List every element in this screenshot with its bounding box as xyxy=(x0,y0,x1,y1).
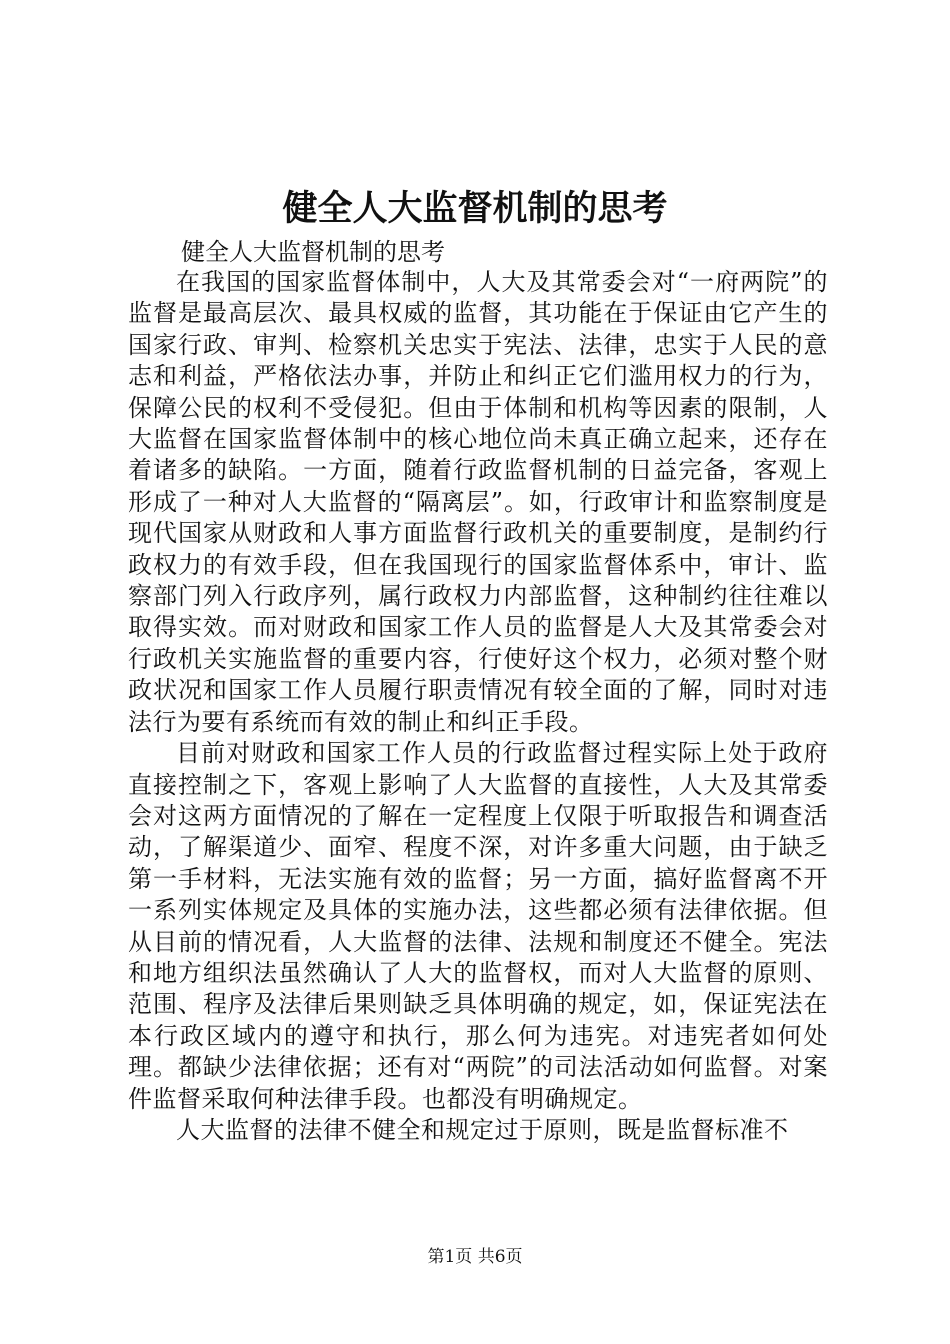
document-subtitle: 健全人大监督机制的思考 xyxy=(181,238,445,266)
document-title: 健全人大监督机制的思考 xyxy=(282,188,668,229)
page-number-footer: 第1页 共6页 xyxy=(427,1247,523,1267)
body-paragraph-3: 人大监督的法律不健全和规定过于原则，既是监督标准不 xyxy=(176,1115,789,1144)
body-paragraph-1: 在我国的国家监督体制中，人大及其常委会对“一府两院”的监督是最高层次、最具权威的监督，其功能在于保证由它产生的国家行政、审判、检察机关忠实于宪法、法律，忠实于人民的意志和利益，严格依法办事，并防止和纠正它们滥用权力的行为，保障公民的权利不受侵犯。但由于体制和机构等因素的限制，人大监督在国家监督体制中的核心地位尚未真正确立起来，还存在着诸多的缺陷。一方面，随着行政监督机制的日益完备，客观上形成了一种对人大监督的“隔离层”。如，行政审计和监察制度是现代国家从财政和人事方面监督行政机关的重要制度，是制约行政权力的有效手段，但在我国现行的国家监督体系中，审计、监察部门列入行政序列，属行政权力内部监督，这种制约往往难以取得实效。而对财政和国家工作人员的监督是人大及其常委会对行政机关实施监督的重要内容，行使好这个权力，必须对整个财政状况和国家工作人员履行职责情况有较全面的了解，同时对违法行为要有系统而有效的制止和纠正手段。 xyxy=(128,268,828,736)
body-paragraph-2: 目前对财政和国家工作人员的行政监督过程实际上处于政府直接控制之下，客观上影响了人大监督的直接性，人大及其常委会对这两方面情况的了解在一定程度上仅限于听取报告和调查活动，了解渠道少、面窄、程度不深，对许多重大问题，由于缺乏第一手材料，无法实施有效的监督；另一方面，搞好监督离不开一系列实体规定及具体的实施办法，这些都必须有法律依据。但从目前的情况看，人大监督的法律、法规和制度还不健全。宪法和地方组织法虽然确认了人大的监督权，而对人大监督的原则、范围、程序及法律后果则缺乏具体明确的规定，如，保证宪法在本行政区域内的遵守和执行，那么何为违宪。对违宪者如何处理。都缺少法律依据；还有对“两院”的司法活动如何监督。对案件监督采取何种法律手段。也都没有明确规定。 xyxy=(128,739,828,1113)
document-body xyxy=(128,267,828,1146)
